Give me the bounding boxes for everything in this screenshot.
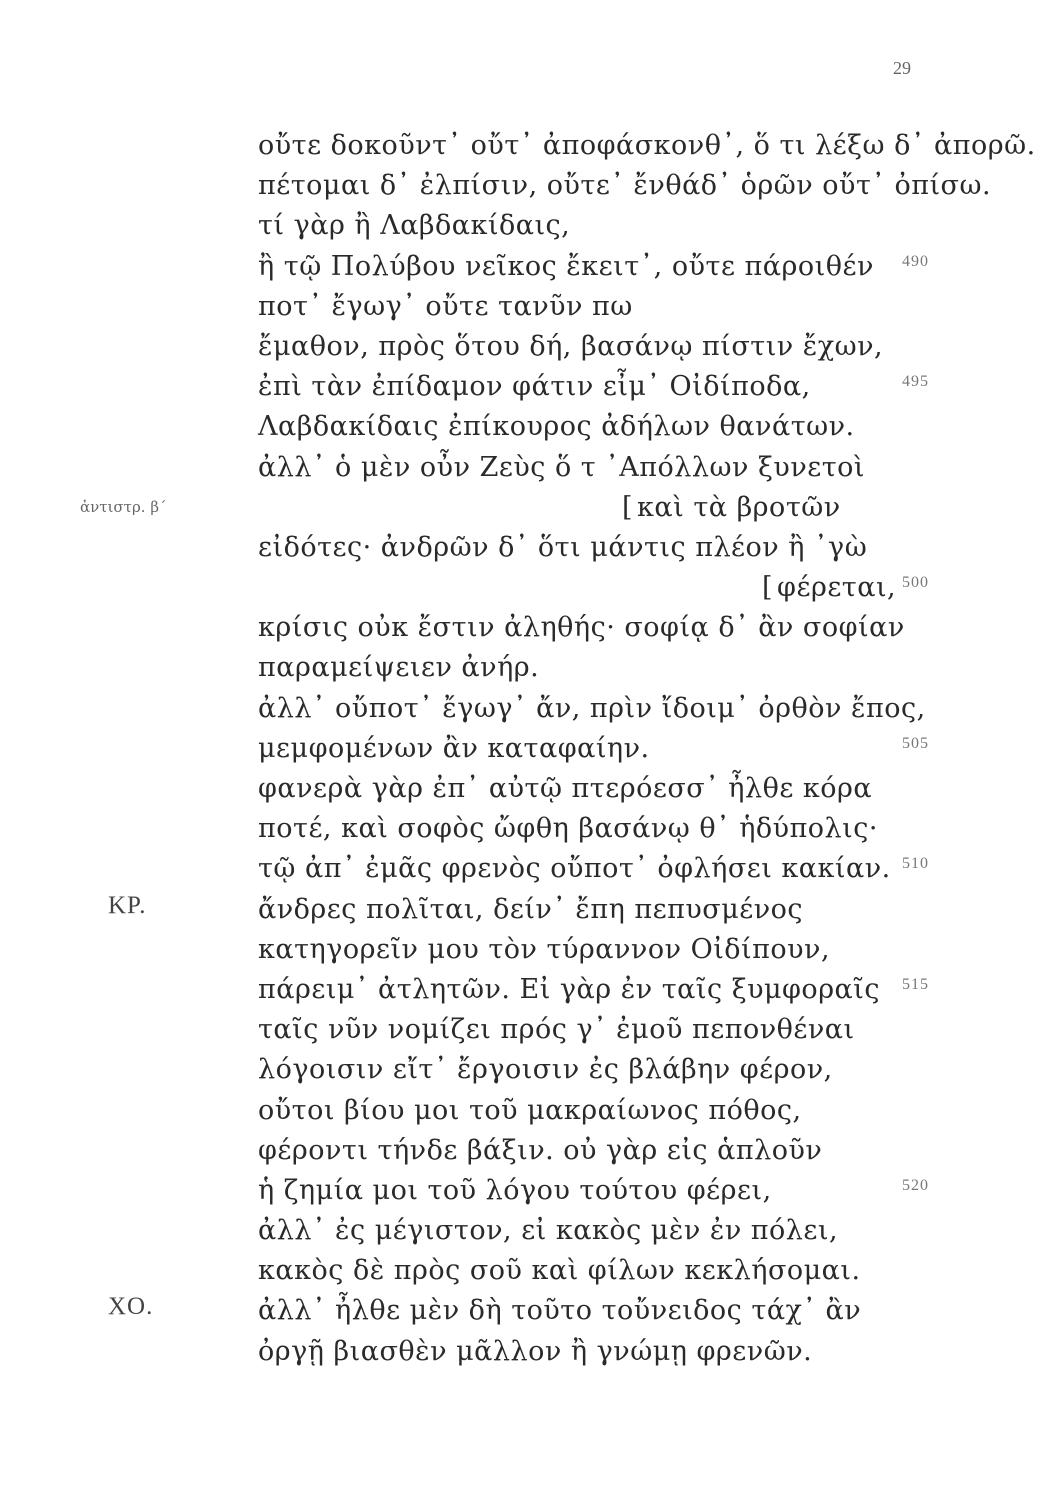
verse-text-wrapper	[258, 1091, 802, 1131]
verse-line	[0, 287, 1058, 327]
verse-text-wrapper	[258, 849, 891, 889]
verse-text: ποτ᾽ ἔγωγ᾽ οὔτε τανῦν πω	[258, 290, 633, 322]
verse-line	[0, 327, 1058, 367]
verse-text: ἀλλ᾽ ἐς μέγιστον, εἰ κακὸς μὲν ἐν πόλει,	[258, 1215, 839, 1247]
verse-text-wrapper	[258, 809, 878, 849]
verse-text: οὔτε δοκοῦντ᾽ οὔτ᾽ ἀποφάσκονθ᾽, ὅ τι λέξω δ᾽ ἀπορῶ.	[258, 130, 1036, 161]
verse-text: κρίσις οὐκ ἔστιν ἀληθής· σοφίᾳ δ᾽ ἂν σοφίαν	[258, 612, 905, 644]
verse-text-wrapper	[258, 1171, 772, 1211]
verse-text: καὶ τὰ βροτῶν	[637, 491, 841, 523]
verse-text-wrapper	[258, 608, 905, 648]
verse-text-wrapper	[258, 890, 803, 930]
verse-text-wrapper	[258, 1050, 833, 1090]
verse-text-wrapper	[258, 970, 880, 1010]
verse-line	[0, 970, 1058, 1010]
verse-line	[0, 608, 1058, 648]
verse-line	[0, 648, 1058, 688]
verse-text-wrapper	[258, 206, 570, 246]
verse-text: ἔμαθον, πρὸς ὅτου δή, βασάνῳ πίστιν ἔχων,	[258, 330, 884, 362]
verse-line	[0, 1171, 1058, 1211]
verse-text-wrapper	[762, 568, 896, 608]
verse-text-wrapper	[258, 1332, 812, 1372]
verse-text-wrapper	[258, 1211, 838, 1251]
verse-line	[0, 407, 1058, 447]
verse-text: Λαβδακίδαις ἐπίκουρος ἀδήλων θανάτων.	[258, 411, 855, 443]
verse-line	[0, 729, 1058, 769]
verse-line	[0, 247, 1058, 287]
verse-text-wrapper	[258, 648, 539, 688]
verse-line	[0, 769, 1058, 809]
line-number: 500	[902, 574, 929, 592]
line-number: 490	[902, 252, 929, 270]
verse-text: πάρειμ᾽ ἀτλητῶν. Εἰ γὰρ ἐν ταῖς ξυμφοραῖς	[258, 973, 881, 1005]
strophe-note: ἀντιστρ. β´	[80, 497, 167, 516]
verse-block	[0, 126, 1058, 1372]
verse-text: ἐπὶ τὰν ἐπίδαμον φάτιν εἶμ᾽ Οἰδίποδα,	[258, 371, 811, 403]
verse-text-wrapper	[258, 367, 811, 407]
verse-line	[0, 1332, 1058, 1372]
verse-line	[0, 1091, 1058, 1131]
page-number: 29	[893, 58, 911, 78]
verse-text-wrapper	[258, 1291, 861, 1331]
verse-text: κακὸς δὲ πρὸς σοῦ καὶ φίλων κεκλήσομαι.	[258, 1255, 861, 1287]
verse-line	[0, 206, 1058, 246]
verse-line	[0, 528, 1058, 568]
verse-text: εἰδότες· ἀνδρῶν δ᾽ ὅτι μάντις πλέον ἢ ᾽γὼ	[258, 531, 868, 563]
verse-text: ἄνδρες πολῖται, δείν᾽ ἔπη πεπυσμένος	[258, 893, 804, 925]
line-number: 495	[902, 373, 929, 391]
verse-text-wrapper	[258, 126, 1036, 166]
verse-text: παραμείψειεν ἀνήρ.	[258, 652, 540, 684]
verse-text: φέρεται,	[777, 572, 897, 604]
verse-text-wrapper	[258, 1010, 855, 1050]
verse-line	[0, 689, 1058, 729]
verse-text: ἀλλ᾽ οὔποτ᾽ ἔγωγ᾽ ἄν, πρὶν ἴδοιμ᾽ ὀρθὸν ἔπος,	[258, 692, 926, 724]
verse-line	[0, 1010, 1058, 1050]
verse-line	[0, 1291, 1058, 1331]
verse-text: φέροντι τήνδε βάξιν. οὐ γὰρ εἰς ἁπλοῦν	[258, 1134, 823, 1166]
verse-text-wrapper	[258, 247, 874, 287]
verse-text: ἀλλ᾽ ἦλθε μὲν δὴ τοῦτο τοὔνειδος τάχ᾽ ἂν	[258, 1295, 862, 1327]
verse-line	[0, 367, 1058, 407]
verse-line	[0, 1211, 1058, 1251]
continuation-bracket: [	[622, 491, 634, 523]
verse-text: πέτομαι δ᾽ ἐλπίσιν, οὔτε᾽ ἔνθάδ᾽ ὁρῶν οὔτ᾽ ὀπίσω.	[258, 170, 992, 202]
verse-line	[0, 166, 1058, 206]
verse-text-wrapper	[258, 729, 650, 769]
verse-line	[0, 1251, 1058, 1291]
verse-text-wrapper	[258, 166, 991, 206]
verse-text: οὔτοι βίου μοι τοῦ μακραίωνος πόθος,	[258, 1094, 802, 1126]
verse-text-wrapper	[622, 488, 841, 528]
verse-line	[0, 126, 1058, 166]
verse-text: λόγοισιν εἴτ᾽ ἔργοισιν ἐς βλάβην φέρον,	[258, 1054, 833, 1086]
verse-text: τῷ ἀπ᾽ ἐμᾶς φρενὸς οὔποτ᾽ ὀφλήσει κακίαν.	[258, 853, 891, 885]
verse-line	[0, 809, 1058, 849]
line-number: 520	[902, 1176, 929, 1194]
verse-text-wrapper	[258, 407, 855, 447]
verse-line	[0, 488, 1058, 528]
verse-text: μεμφομένων ἂν καταφαίην.	[258, 732, 650, 764]
verse-text: ταῖς νῦν νομίζει πρός γ᾽ ἐμοῦ πεπονθέναι	[258, 1014, 855, 1046]
verse-text: ποτέ, καὶ σοφὸς ὤφθη βασάνῳ θ᾽ ἡδύπολις·	[258, 813, 878, 845]
speaker-label: ΧΟ.	[108, 1293, 154, 1321]
speaker-label: ΚΡ.	[108, 891, 147, 919]
verse-text: ὀργῇ βιασθὲν μᾶλλον ἢ γνώμῃ φρενῶν.	[258, 1335, 813, 1367]
verse-line	[0, 1050, 1058, 1090]
verse-text-wrapper	[258, 1251, 861, 1291]
verse-text: κατηγορεῖν μου τὸν τύραννον Οἰδίπουν,	[258, 933, 831, 965]
verse-line	[0, 568, 1058, 608]
verse-line	[0, 1131, 1058, 1171]
verse-text: τί γὰρ ἢ Λαβδακίδαις,	[258, 210, 571, 242]
verse-text-wrapper	[258, 689, 926, 729]
verse-text-wrapper	[258, 448, 865, 488]
line-number: 505	[902, 734, 929, 752]
verse-text: ἡ ζημία μοι τοῦ λόγου τούτου φέρει,	[258, 1174, 772, 1206]
verse-text: φανερὰ γὰρ ἐπ᾽ αὐτῷ πτερόεσσ᾽ ἦλθε κόρα	[258, 773, 873, 804]
verse-line	[0, 448, 1058, 488]
verse-line	[0, 930, 1058, 970]
line-number: 515	[902, 975, 929, 993]
verse-line	[0, 849, 1058, 889]
verse-text-wrapper	[258, 930, 830, 970]
verse-text: ἀλλ᾽ ὁ μὲν οὖν Ζεὺς ὅ τ ᾽Απόλλων ξυνετοὶ	[258, 451, 865, 483]
verse-text: ἢ τῷ Πολύβου νεῖκος ἔκειτ᾽, οὔτε πάροιθέν	[258, 250, 874, 282]
verse-text-wrapper	[258, 1131, 822, 1171]
verse-line	[0, 890, 1058, 930]
verse-text-wrapper	[258, 769, 872, 809]
verse-text-wrapper	[258, 327, 883, 367]
verse-text-wrapper	[258, 287, 633, 327]
line-number: 510	[902, 855, 929, 873]
verse-text-wrapper	[258, 528, 867, 568]
continuation-bracket: [	[762, 572, 774, 604]
